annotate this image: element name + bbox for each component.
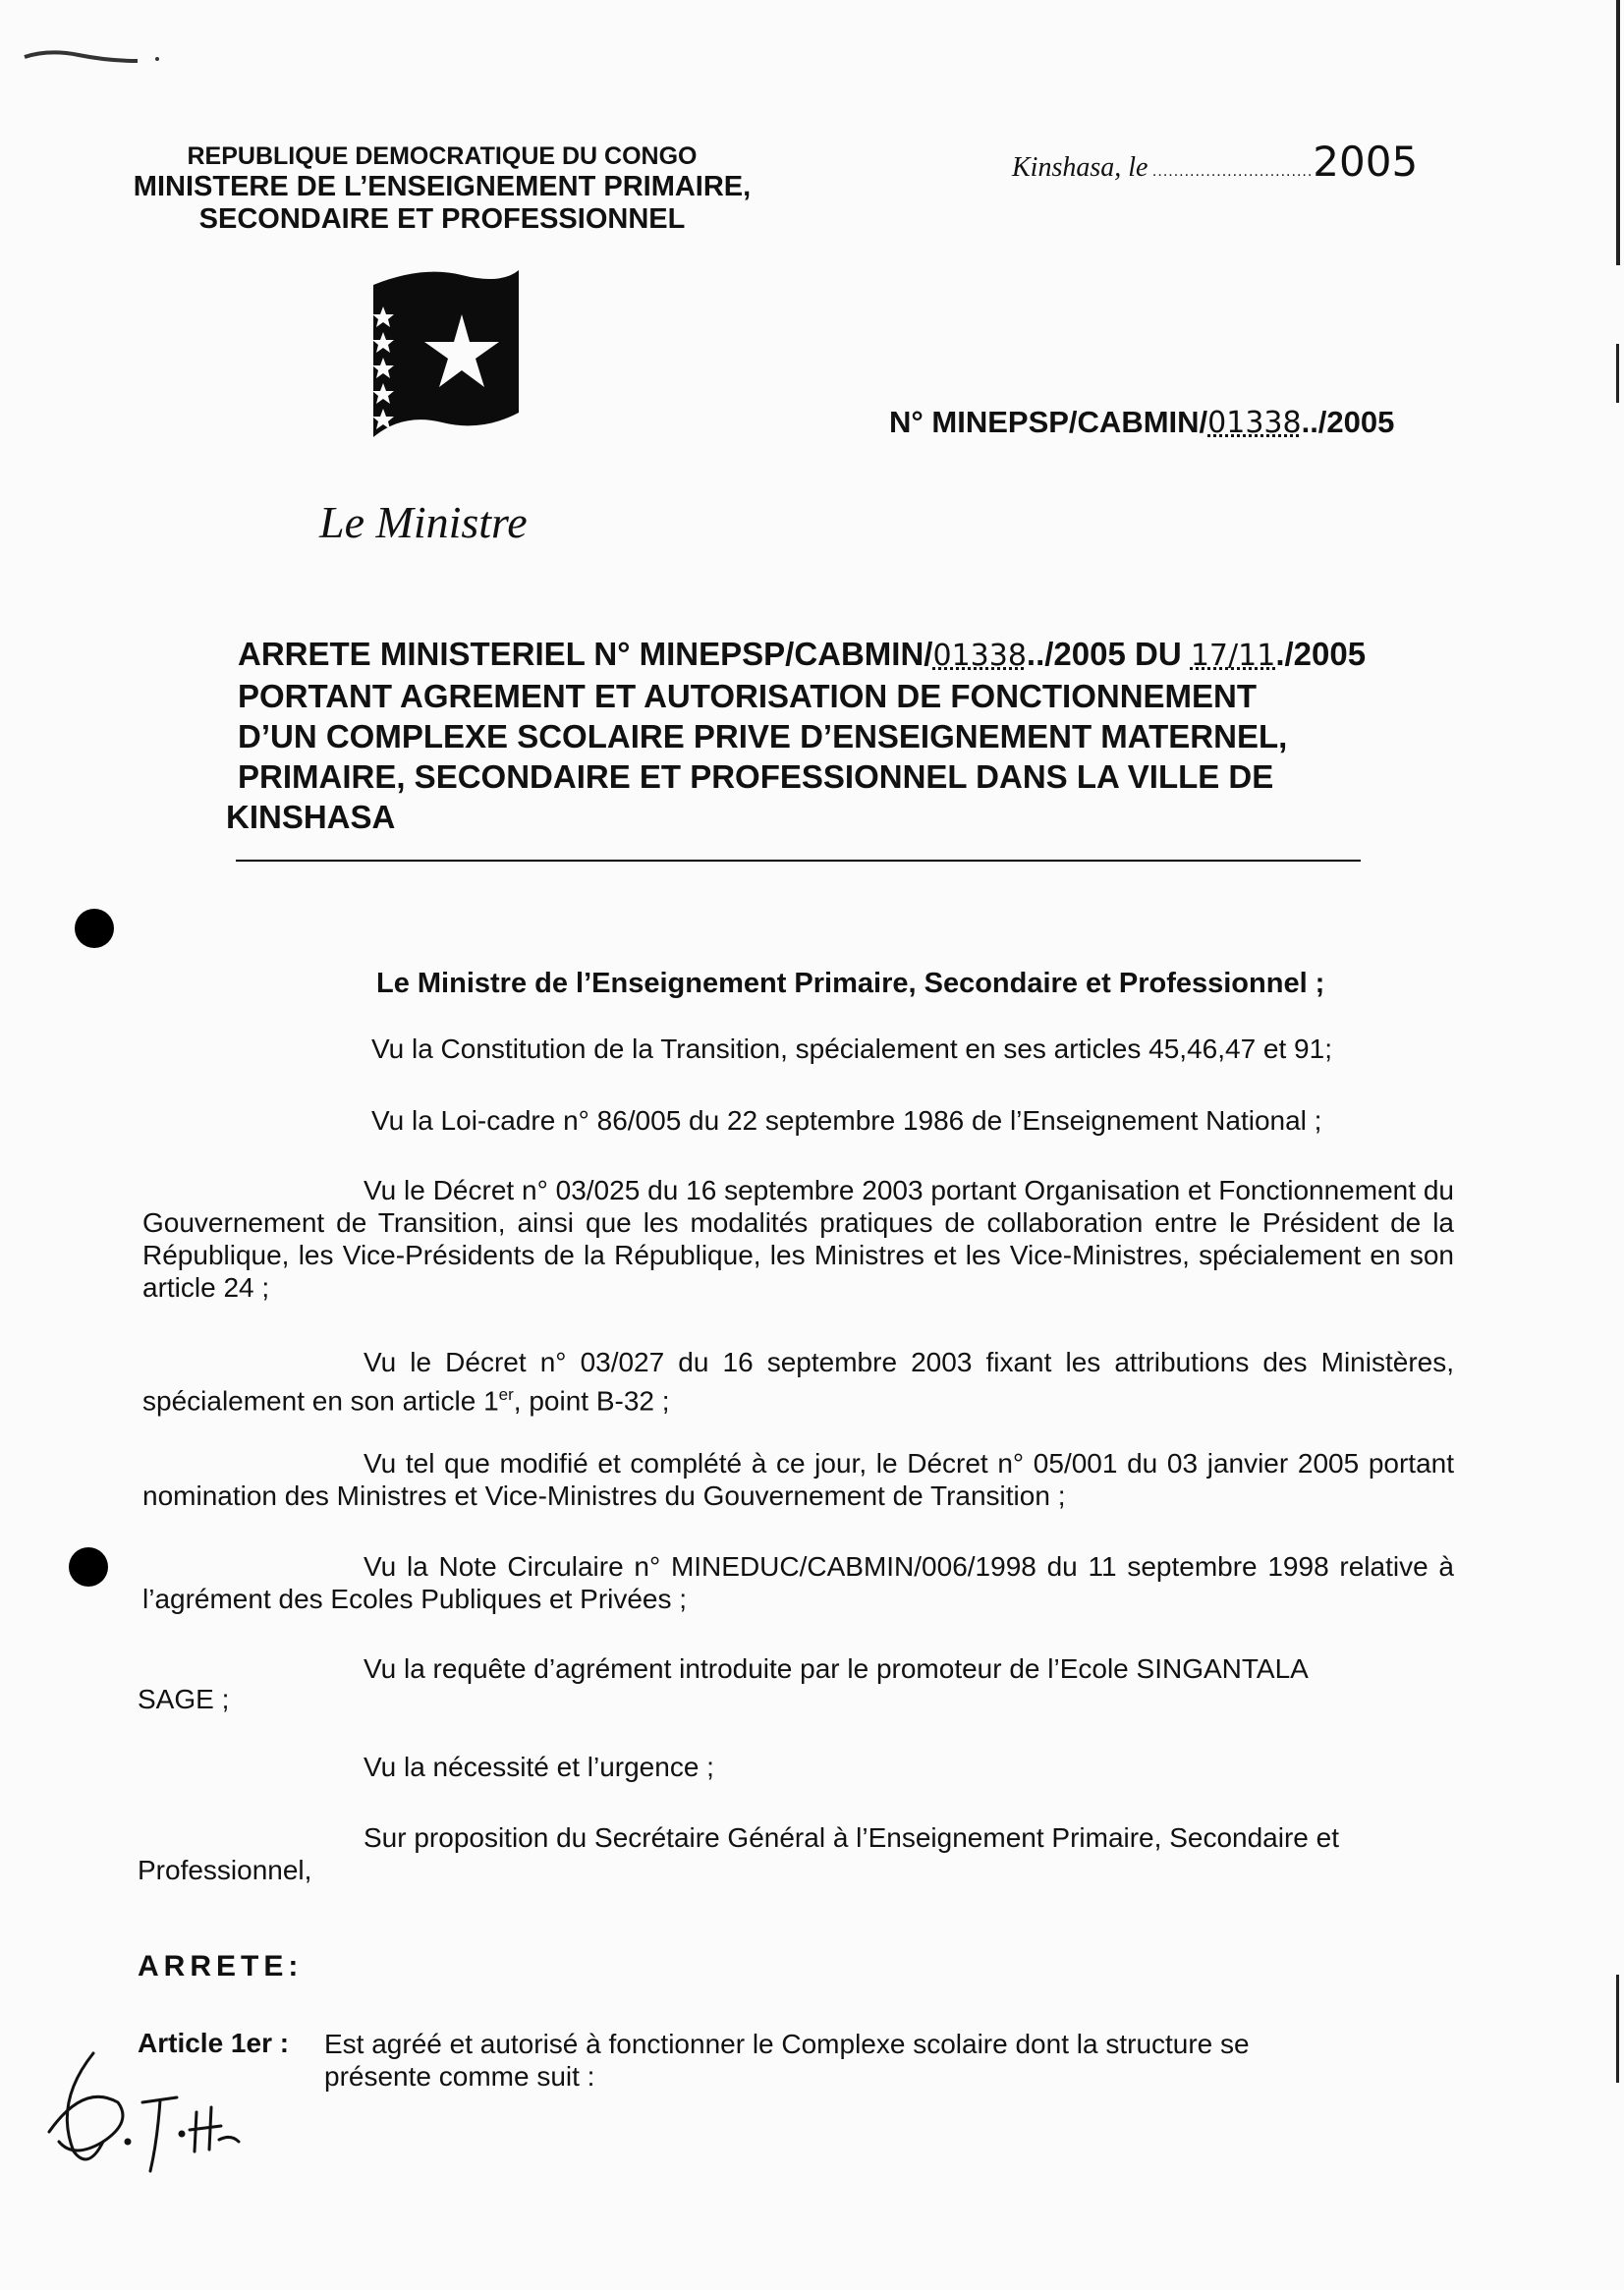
punch-hole [75,909,114,948]
date-dots: .............................. [1151,163,1314,180]
vu-note-circulaire-text: Vu la Note Circulaire n° MINEDUC/CABMIN/006/1998 du 11 septembre 1998 relative à l’agrément des Ecoles Publiques et Privées ; [142,1551,1454,1614]
decree-title-prefix: ARRETE MINISTERIEL N° MINEPSP/CABMIN/ [238,636,933,672]
scan-smudge [20,39,167,69]
decree-title [226,634,1405,837]
place-date [1012,138,1418,186]
ministry-line-1: MINISTERE DE L’ENSEIGNEMENT PRIMAIRE, [133,170,752,202]
vu-constitution: Vu la Constitution de la Transition, spécialement en ses articles 45,46,47 et 91; [371,1033,1332,1064]
decree-title-line-2: PORTANT AGREMENT ET AUTORISATION DE FONCTIONNEMENT [238,678,1258,714]
scan-edge-line [1616,344,1619,403]
article-1-text-2: présente comme suit : [324,2061,595,2092]
vu-decret-05-001 [142,1447,1454,1512]
vu-decret-03-025 [142,1174,1454,1304]
title-underline [236,860,1361,862]
decree-title-line-3: D’UN COMPLEXE SCOLAIRE PRIVE D’ENSEIGNEMENT MATERNEL, [238,718,1288,754]
handwritten-decree-date: 17/11 [1190,639,1276,673]
vu-decret-05-001-text: Vu tel que modifié et complété à ce jour, le Décret n° 05/001 du 03 janvier 2005 portant nomination des Ministres et Vice-Ministres du Gouvernement de Transition ; [142,1448,1454,1511]
proposition-line-1: Sur proposition du Secrétaire Général à l’Enseignement Primaire, Secondaire et [364,1822,1339,1853]
vu-decret-03-027 [142,1346,1454,1417]
handwritten-year: 2005 [1313,138,1419,186]
vu-note-circulaire [142,1550,1454,1615]
vu-decret-03-027-end: , point B-32 ; [513,1385,670,1417]
decree-title-line-4: PRIMAIRE, SECONDAIRE ET PROFESSIONNEL DANS LA VILLE DE [238,758,1274,795]
arrete-heading: ARRETE: [138,1950,304,1983]
vu-requete: Vu la requête d’agrément introduite par le promoteur de l’Ecole SINGANTALA [364,1653,1309,1684]
scan-edge-line [1616,0,1620,265]
reference-prefix: N° MINEPSP/CABMIN/ [889,405,1208,439]
country-name: REPUBLIQUE DEMOCRATIQUE DU CONGO [187,142,698,170]
vu-requete-end: SAGE ; [138,1684,230,1714]
article-1-label: Article 1er : [138,2028,290,2058]
intro-line: Le Ministre de l’Enseignement Primaire, Secondaire et Professionnel ; [376,968,1325,999]
minister-title: Le Ministre [319,497,528,547]
handwritten-initials-signature [34,2043,251,2181]
decree-title-line-5: KINSHASA [226,799,396,835]
punch-hole [69,1547,108,1587]
decree-title-mid: ../2005 DU [1026,636,1191,672]
letterhead [128,142,756,236]
reference-number [889,405,1394,440]
handwritten-reference: 01338 [1207,406,1302,440]
scan-edge-line [1616,1975,1619,2083]
handwritten-decree-number: 01338 [932,639,1027,673]
superscript-er: er [498,1385,514,1404]
vu-loi-cadre: Vu la Loi-cadre n° 86/005 du 22 septembre 1986 de l’Enseignement National ; [371,1105,1322,1136]
proposition-line-2: Professionnel, [138,1855,312,1885]
flag-emblem-icon [364,265,526,452]
ministry-line-2: SECONDAIRE ET PROFESSIONNEL [198,203,686,236]
reference-suffix: ../2005 [1301,405,1395,439]
article-1-text: Est agréé et autorisé à fonctionner le Complexe scolaire dont la structure se [324,2029,1250,2059]
decree-title-year: ./2005 [1275,636,1367,672]
vu-decret-03-025-text: Vu le Décret n° 03/025 du 16 septembre 2003 portant Organisation et Fonctionnement du Gouvernement de Transition, ainsi que les modalités pratiques de collaboration entre le Président de la République, les Vice-Présidents de la République, les Ministres et les Vice-Ministres, spécialement en son article 24 ; [142,1175,1454,1303]
city-label: Kinshasa, le [1012,152,1148,183]
vu-necessite: Vu la nécessité et l’urgence ; [364,1752,714,1782]
vu-decret-03-027-text: Vu le Décret n° 03/027 du 16 septembre 2003 fixant les attributions des Ministères, spécialement en son article 1 [142,1347,1454,1417]
